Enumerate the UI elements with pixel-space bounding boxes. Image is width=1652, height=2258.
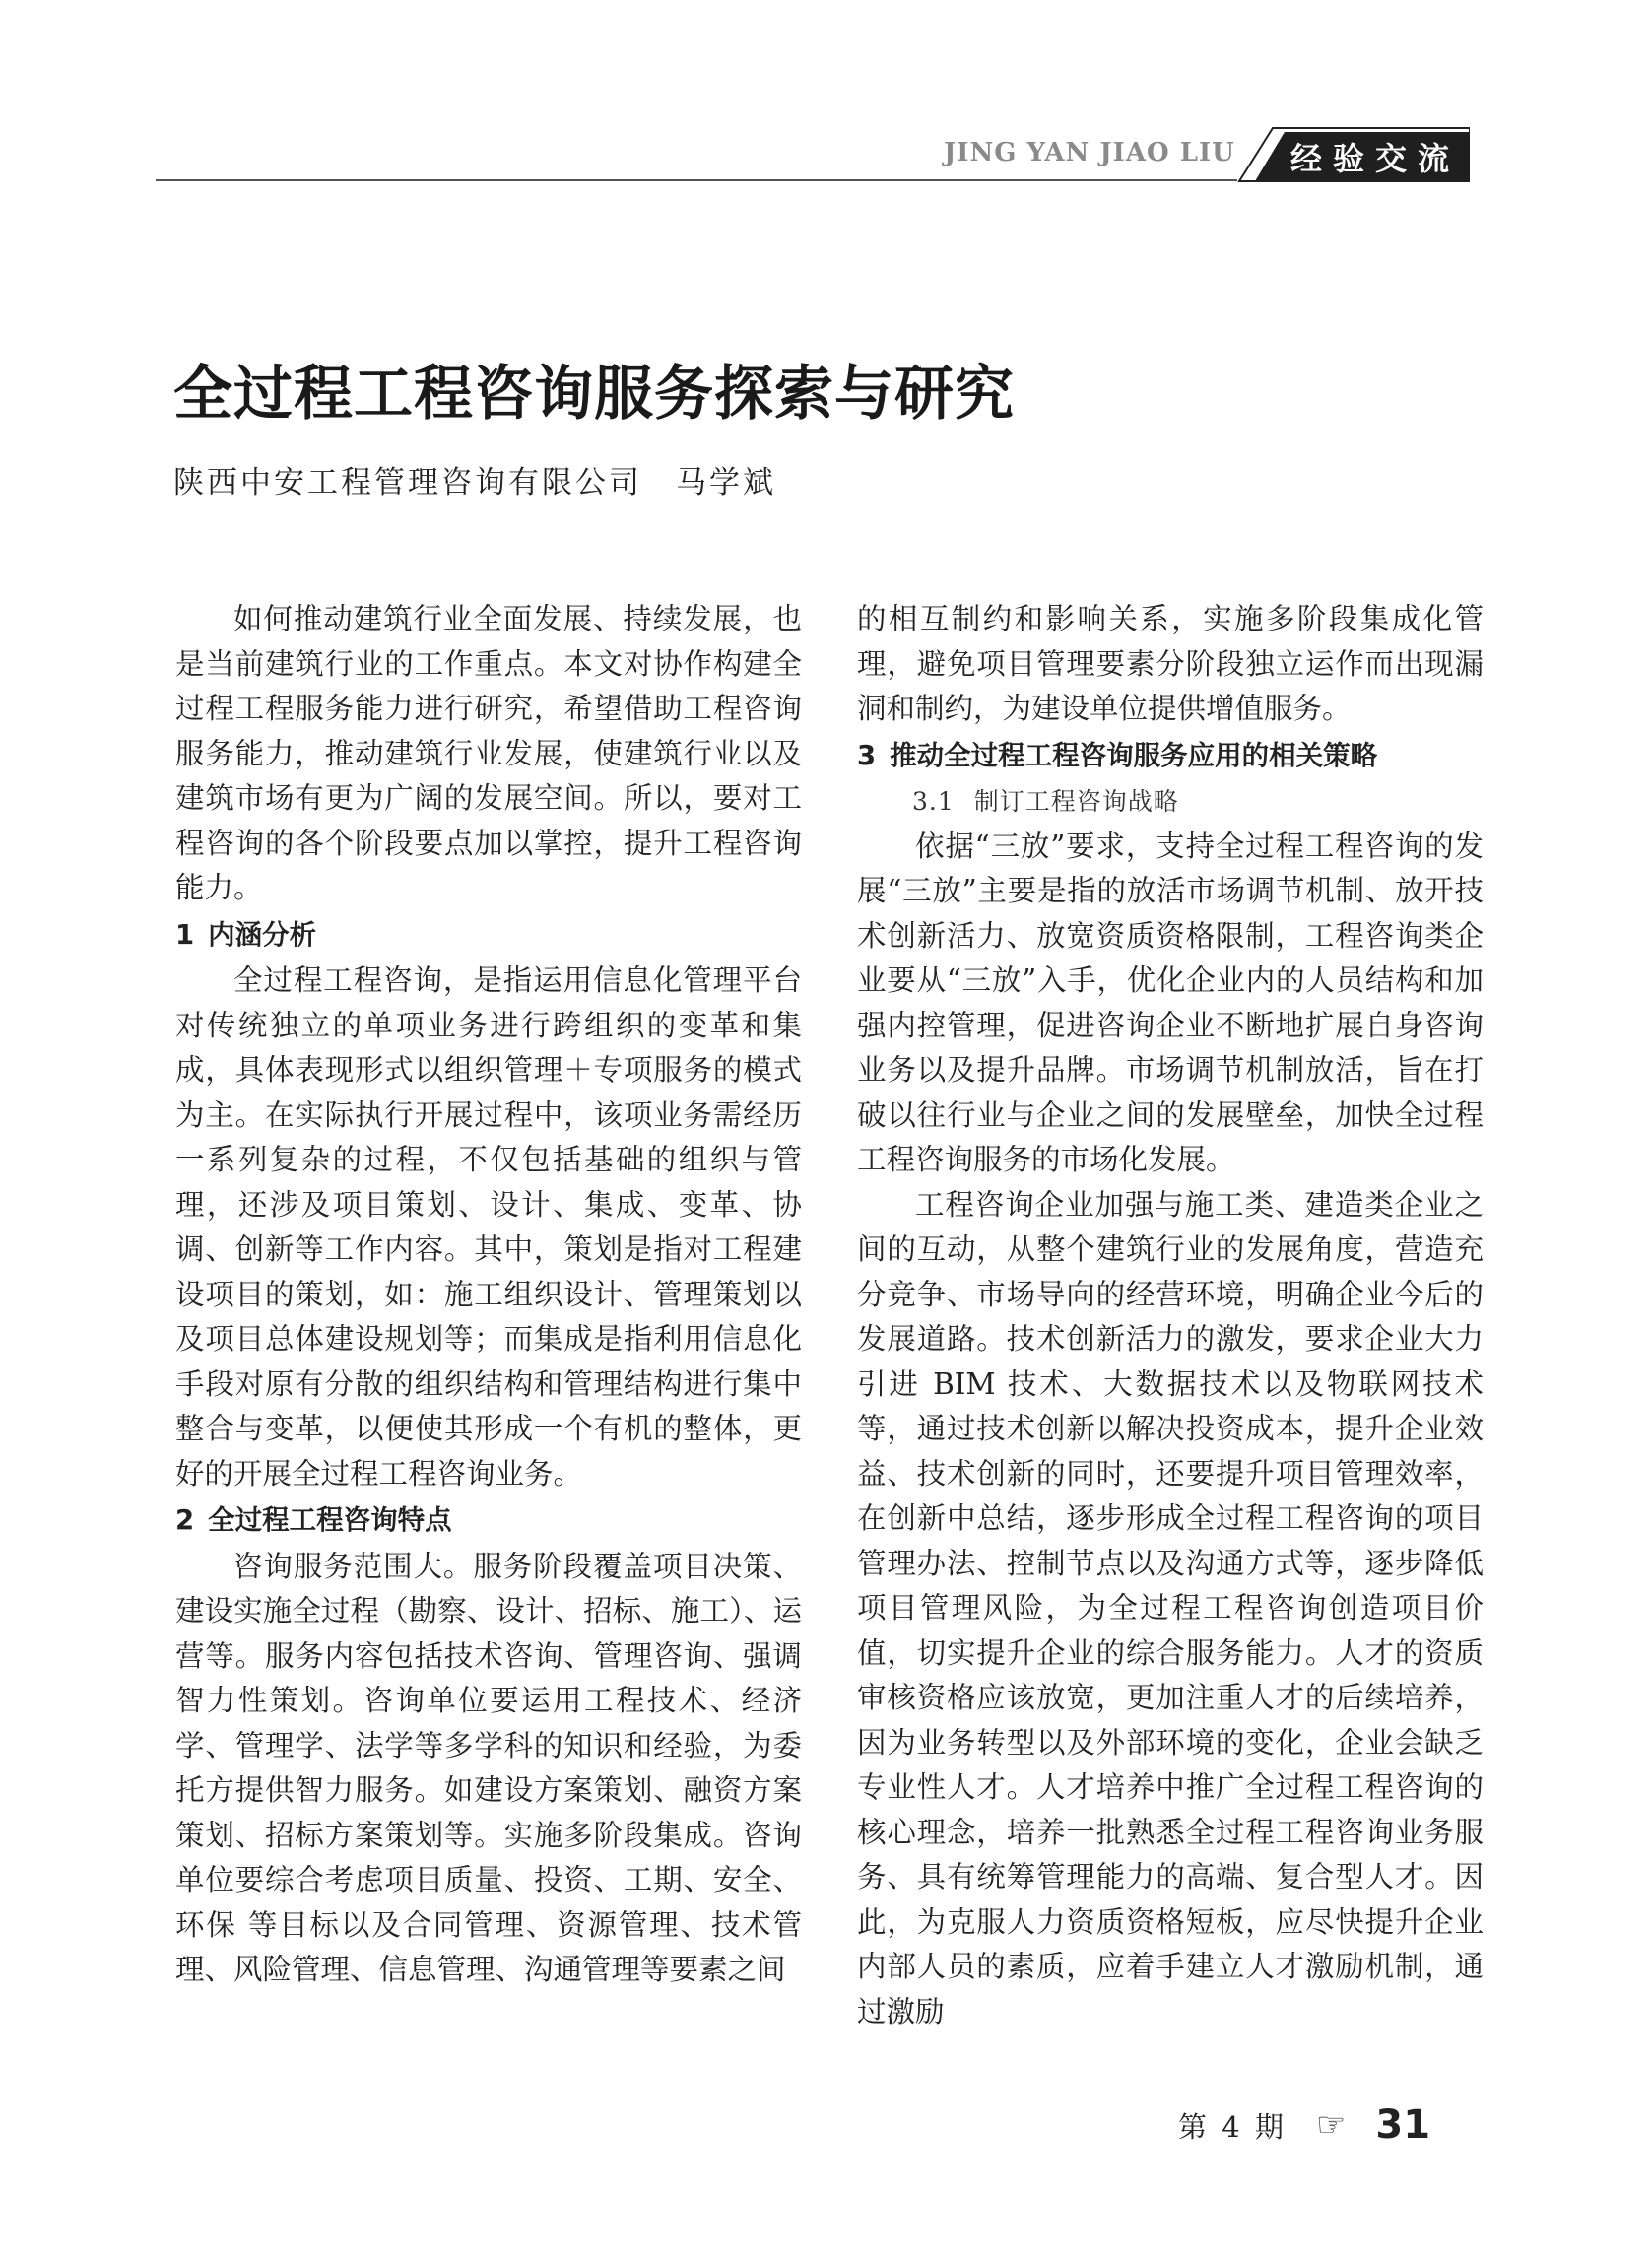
subsection-heading-3-1 [912, 779, 1484, 825]
section-heading-1 [175, 913, 802, 959]
right-column [857, 597, 1484, 2034]
section-title: 经验交流 [1290, 140, 1461, 177]
header-rule [156, 179, 1237, 181]
author-name: 马学斌 [676, 465, 776, 500]
section-number: 1 [175, 918, 195, 951]
section-title: 全过程工程咨询特点 [208, 1504, 452, 1536]
affiliation: 陕西中安工程管理咨询有限公司 [173, 465, 642, 500]
subsection-number: 3.1 [912, 787, 955, 816]
section-badge [1233, 126, 1470, 183]
article-title: 全过程工程咨询服务探索与研究 [173, 360, 1015, 429]
intro-paragraph: 如何推动建筑行业全面发展、持续发展，也是当前建筑行业的工作重点。本文对协作构建全过程工程服务能力进行研究，希望借助工程咨询服务能力，推动建筑行业发展，使建筑行业以及建筑市场有更为广阔的发展空间。所以，要对工程咨询的各个阶段要点加以掌控，提升工程咨询能力。 [175, 602, 802, 904]
left-column [175, 597, 802, 1993]
section-number: 3 [857, 739, 877, 771]
page-number: 31 [1375, 2102, 1431, 2148]
paragraph: 咨询服务范围大。服务阶段覆盖项目决策、建设实施全过程（勘察、设计、招标、施工）、运营等。服务内容包括技术咨询、管理咨询、强调智力性策划。咨询单位要运用工程技术、经济学、管理学、法学等多学科的知识和经验，为委托方提供智力服务。如建设方案策划、融资方案策划、招标方案策划等。实施多阶段集成。咨询单位要综合考虑项目质量、投资、工期、安全、环保 等目标以及合同管理、资源管理、技术管理、风险管理、信息管理、沟通管理等要素之间 [175, 1549, 802, 1986]
section-heading-2 [175, 1498, 802, 1544]
pointing-hand-icon: ☞ [1315, 2105, 1347, 2145]
continued-paragraph: 的相互制约和影响关系，实施多阶段集成化管理，避免项目管理要素分阶段独立运作而出现漏洞和制约，为建设单位提供增值服务。 [857, 602, 1484, 725]
section-heading-3 [857, 734, 1484, 779]
section-title: 推动全过程工程咨询服务应用的相关策略 [890, 739, 1378, 771]
section-number: 2 [175, 1504, 195, 1536]
byline [173, 457, 776, 501]
paragraph: 全过程工程咨询，是指运用信息化管理平台对传统独立的单项业务进行跨组织的变革和集成，具体表现形式以组织管理＋专项服务的模式为主。在实际执行开展过程中，该项业务需经历一系列复杂的过程，不仅包括基础的组织与管理，还涉及项目策划、设计、集成、变革、协调、创新等工作内容。其中，策划是指对工程建设项目的策划，如：施工组织设计、管理策划以及项目总体建设规划等；而集成是指利用信息化手段对原有分散的组织结构和管理结构进行集中整合与变革，以便使其形成一个有机的整体，更好的开展全过程工程咨询业务。 [175, 963, 802, 1491]
section-title: 内涵分析 [208, 918, 317, 951]
section-pinyin: JING YAN JIAO LIU [944, 138, 1235, 167]
paragraph: 工程咨询企业加强与施工类、建造类企业之间的互动，从整个建筑行业的发展角度，营造充分竞争、市场导向的经营环境，明确企业今后的发展道路。技术创新活力的激发，要求企业大力引进 BIM 技术、大数据技术以及物联网技术等，通过技术创新以解决投资成本，提升企业效益、技术创新的同时，还要提升项目管理效率，在创新中总结，逐步形成全过程工程咨询的项目管理办法、控制节点以及沟通方式等，逐步降低项目管理风险，为全过程工程咨询创造项目价值，切实提升企业的综合服务能力。人才的资质审核资格应该放宽，更加注重人才的后续培养，因为业务转型以及外部环境的变化，企业会缺乏专业性人才。人才培养中推广全过程工程咨询的核心理念，培养一批熟悉全过程工程咨询业务服务、具有统筹管理能力的高端、复合型人才。因此，为克服人力资质资格短板，应尽快提升企业内部人员的素质，应着手建立人才激励机制，通过激励 [857, 1187, 1484, 2028]
paragraph: 依据“三放”要求，支持全过程工程咨询的发展“三放”主要是指的放活市场调节机制、放开技术创新活力、放宽资质资格限制，工程咨询类企业要从“三放”入手，优化企业内的人员结构和加强内控管理，促进咨询企业不断地扩展自身咨询业务以及提升品牌。市场调节机制放活，旨在打破以往行业与企业之间的发展壁垒，加快全过程工程咨询服务的市场化发展。 [857, 829, 1484, 1176]
page-footer [1178, 2100, 1430, 2150]
issue-label: 第 4 期 [1178, 2109, 1287, 2144]
subsection-title: 制订工程咨询战略 [973, 787, 1179, 816]
